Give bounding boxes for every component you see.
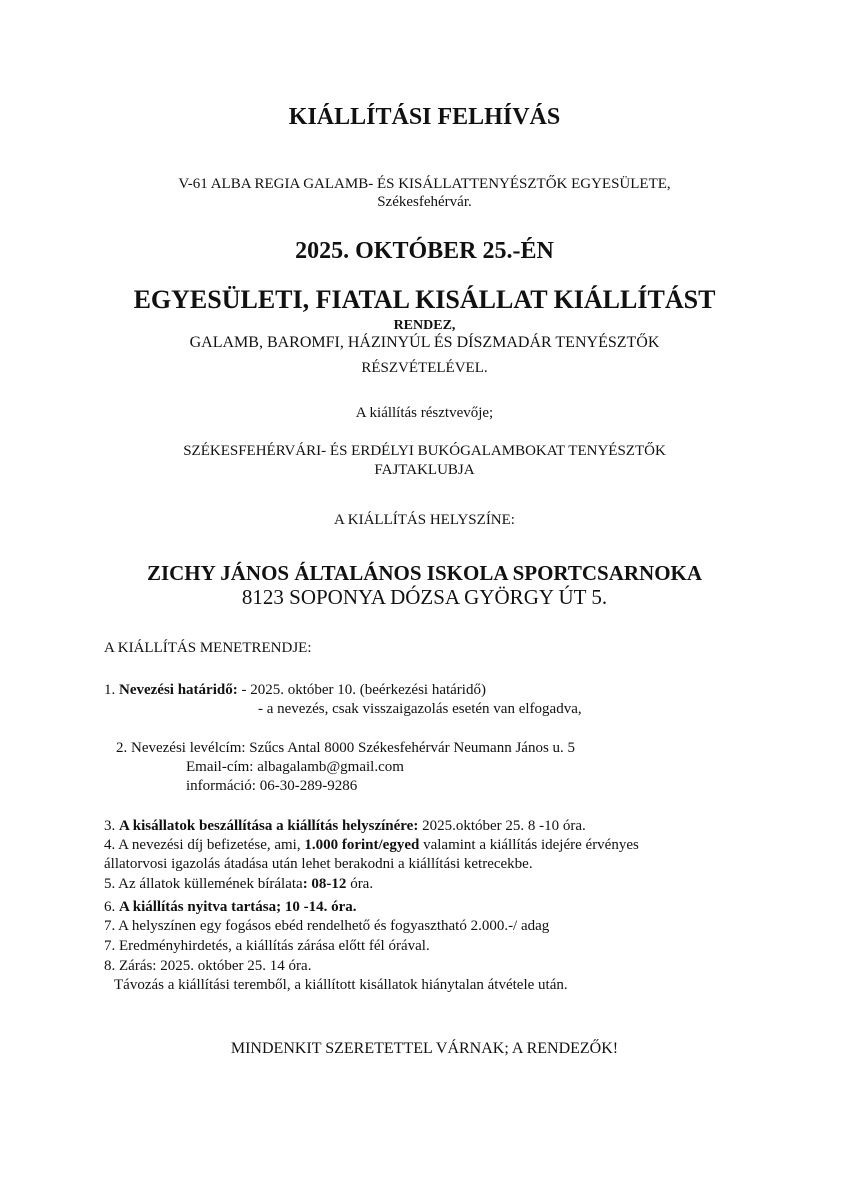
schedule-item-8-continuation: Távozás a kiállítási teremből, a kiállított kisállatok hiánytalan átvétele után. <box>114 977 568 993</box>
schedule-item-4 <box>104 837 639 854</box>
item-bold: 1.000 forint/egyed <box>304 837 420 853</box>
venue-address: 8123 SOPONYA DÓZSA GYÖRGY ÚT 5. <box>241 585 608 609</box>
item-number: 3. <box>104 818 119 834</box>
schedule-item-4-continuation: állatorvosi igazolás átadása után lehet berakodni a kiállítási ketrecekbe. <box>104 856 533 872</box>
venue-label: A KIÁLLÍTÁS HELYSZÍNE: <box>334 512 515 528</box>
item-bold: A kisállatok beszállítása a kiállítás helyszínére: <box>119 818 419 834</box>
schedule-item-1-continuation: - a nevezés, csak visszaigazolás esetén van elfogadva, <box>258 701 582 717</box>
schedule-label: A KIÁLLÍTÁS MENETRENDJE: <box>104 640 312 656</box>
item-bold: : 08-12 <box>302 876 347 892</box>
club-line-2: FAJTAKLUBJA <box>374 462 475 478</box>
schedule-item-8: 8. Zárás: 2025. október 25. 14 óra. <box>104 958 312 974</box>
item-number: 1. <box>104 682 119 698</box>
info-phone-line: információ: 06-30-289-9286 <box>186 778 358 794</box>
item-text: - 2025. október 10. (beérkezési határidő) <box>237 682 486 698</box>
schedule-item-3 <box>104 818 586 835</box>
schedule-item-5 <box>104 876 373 893</box>
item-text: valamint a kiállítás idejére érvényes <box>419 837 639 853</box>
participants-line-1: GALAMB, BAROMFI, HÁZINYÚL ÉS DÍSZMADÁR TENYÉSZTŐK <box>189 334 660 351</box>
item-text: 2025.október 25. 8 -10 óra. <box>418 818 586 834</box>
email-line: Email-cím: albagalamb@gmail.com <box>186 759 404 775</box>
item-bold: A kiállítás nyitva tartása; 10 -14. óra. <box>119 899 357 915</box>
item-text: 5. Az állatok küllemének bírálata <box>104 876 303 892</box>
participants-line-2: RÉSZVÉTELÉVEL. <box>361 360 488 376</box>
document-title: KIÁLLÍTÁSI FELHÍVÁS <box>288 104 561 130</box>
organizer-city: Székesfehérvár. <box>377 194 472 210</box>
organizer-name: V-61 ALBA REGIA GALAMB- ÉS KISÁLLATTENYÉSZTŐK EGYESÜLETE, <box>178 176 671 192</box>
schedule-item-6 <box>104 899 357 916</box>
rendez-label: RENDEZ, <box>393 318 456 333</box>
schedule-item-7-results: 7. Eredményhirdetés, a kiállítás zárása előtt fél órával. <box>104 938 430 954</box>
venue-name: ZICHY JÁNOS ÁLTALÁNOS ISKOLA SPORTCSARNOKA <box>146 561 703 585</box>
schedule-item-1 <box>104 682 486 699</box>
item-number: 6. <box>104 899 119 915</box>
event-heading: EGYESÜLETI, FIATAL KISÁLLAT KIÁLLÍTÁST <box>133 285 716 314</box>
schedule-item-7-lunch: 7. A helyszínen egy fogásos ebéd rendelhető és fogyasztható 2.000.-/ adag <box>104 918 550 934</box>
item-text: 4. A nevezési díj befizetése, ami, <box>104 837 305 853</box>
closing-message: MINDENKIT SZERETETTEL VÁRNAK; A RENDEZŐK! <box>230 1040 619 1057</box>
event-date: 2025. OKTÓBER 25.-ÉN <box>295 238 554 264</box>
schedule-item-2: 2. Nevezési levélcím: Szűcs Antal 8000 Székesfehérvár Neumann János u. 5 <box>116 740 576 756</box>
club-line-1: SZÉKESFEHÉRVÁRI- ÉS ERDÉLYI BUKÓGALAMBOKAT TENYÉSZTŐK <box>183 443 666 459</box>
item-text: óra. <box>346 876 374 892</box>
participant-label: A kiállítás résztvevője; <box>355 405 494 421</box>
item-bold: Nevezési határidő: <box>119 682 238 698</box>
